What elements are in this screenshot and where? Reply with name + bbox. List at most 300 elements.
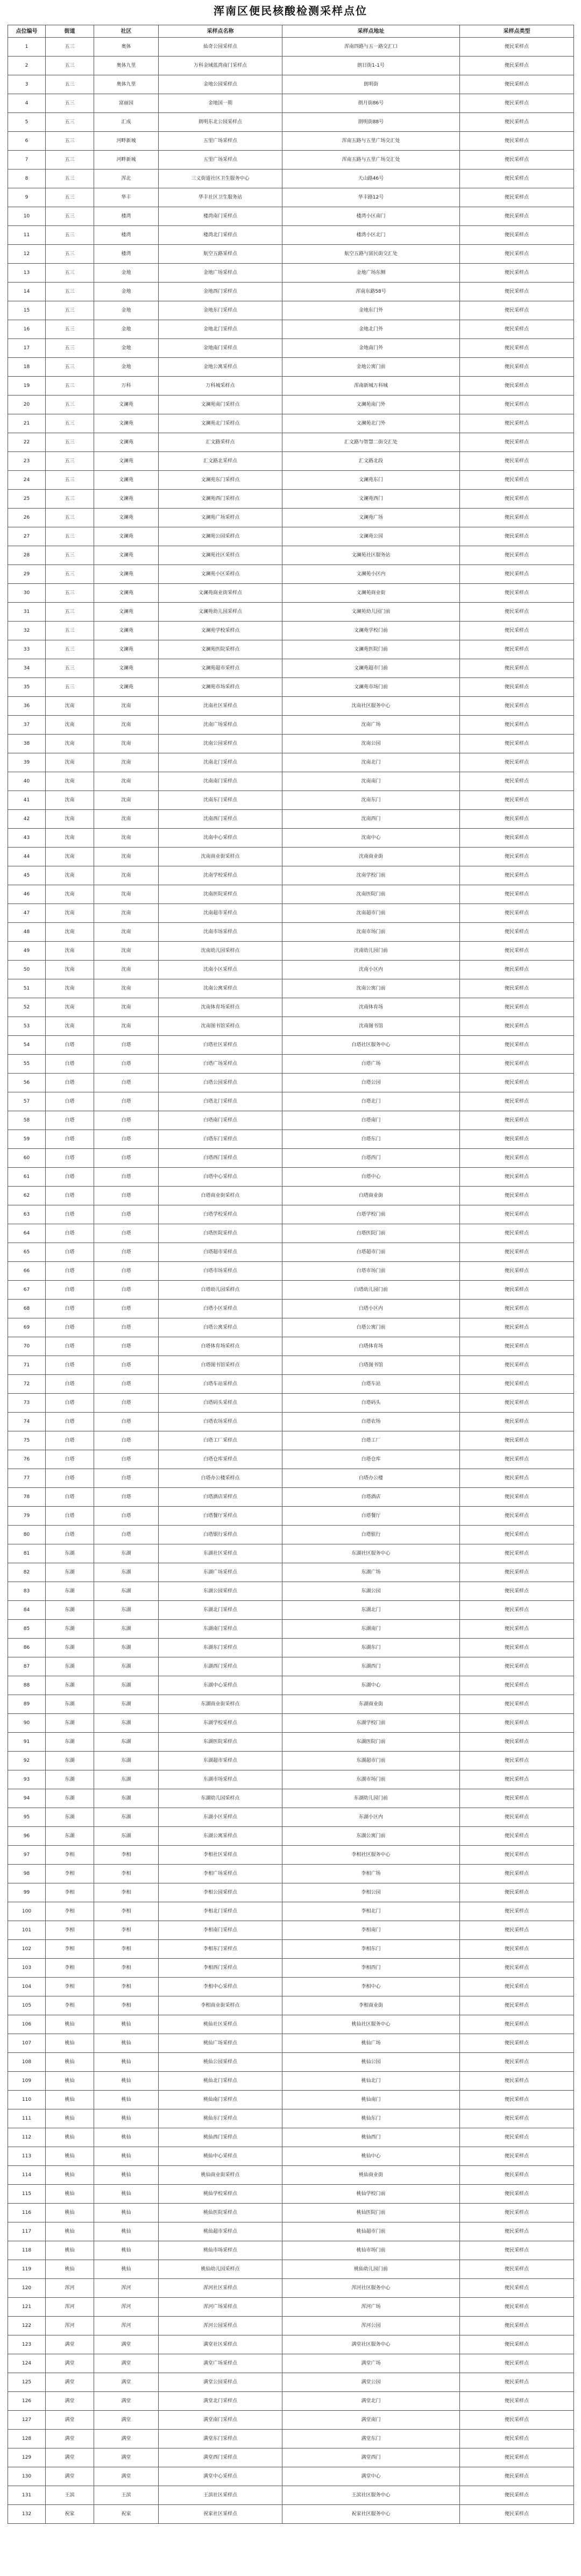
point-type-cell: 便民采样点	[460, 1243, 574, 1262]
point-type-cell: 便民采样点	[460, 57, 574, 75]
community-cell: 桃仙	[94, 2015, 159, 2034]
point-number-cell: 116	[8, 2204, 46, 2222]
point-address-cell: 沈南公园	[282, 735, 460, 753]
point-name-cell: 白塔幼儿园采样点	[159, 1281, 282, 1300]
point-name-cell: 文澜苑西门采样点	[159, 490, 282, 509]
point-type-cell: 便民采样点	[460, 2354, 574, 2373]
community-cell: 白塔	[94, 1074, 159, 1092]
table-row	[8, 1657, 574, 1676]
table-row	[8, 1205, 574, 1224]
point-number-cell: 91	[8, 1733, 46, 1752]
street-cell: 李相	[46, 1978, 94, 1996]
point-name-cell: 金地广场采样点	[159, 264, 282, 283]
street-cell: 沈南	[46, 904, 94, 923]
point-address-cell: 东湖社区服务中心	[282, 1544, 460, 1563]
point-number-cell: 131	[8, 2486, 46, 2505]
table-row	[8, 2166, 574, 2185]
point-type-cell: 便民采样点	[460, 1695, 574, 1714]
street-cell: 白塔	[46, 1300, 94, 1318]
point-address-cell: 满堂北门	[282, 2392, 460, 2411]
point-address-cell: 文澜苑北门外	[282, 414, 460, 433]
street-cell: 五三	[46, 452, 94, 471]
point-name-cell: 祝家社区采样点	[159, 2505, 282, 2524]
table-row	[8, 151, 574, 170]
street-cell: 五三	[46, 264, 94, 283]
street-cell: 东湖	[46, 1733, 94, 1752]
table-header-row	[8, 25, 574, 38]
community-cell: 沈南	[94, 979, 159, 998]
point-address-cell: 浑南四路与五一路交汇口	[282, 38, 460, 57]
point-number-cell: 114	[8, 2166, 46, 2185]
point-type-cell: 便民采样点	[460, 414, 574, 433]
point-type-cell: 便民采样点	[460, 716, 574, 735]
point-type-cell: 便民采样点	[460, 2166, 574, 2185]
table-row	[8, 1469, 574, 1488]
point-type-cell: 便民采样点	[460, 2241, 574, 2260]
street-cell: 五三	[46, 75, 94, 94]
street-cell: 沈南	[46, 866, 94, 885]
point-address-cell: 白塔中心	[282, 1168, 460, 1187]
street-cell: 东湖	[46, 1582, 94, 1601]
point-number-cell: 87	[8, 1657, 46, 1676]
point-type-cell: 便民采样点	[460, 2448, 574, 2467]
point-address-cell: 文澜苑学校门前	[282, 622, 460, 640]
point-address-cell: 白塔图书馆	[282, 1356, 460, 1375]
point-number-cell: 90	[8, 1714, 46, 1733]
point-number-cell: 61	[8, 1168, 46, 1187]
point-name-cell: 文澜苑幼儿园采样点	[159, 603, 282, 622]
community-cell: 满堂	[94, 2430, 159, 2448]
point-name-cell: 白塔农场采样点	[159, 1413, 282, 1431]
community-cell: 沈南	[94, 716, 159, 735]
point-type-cell: 便民采样点	[460, 640, 574, 659]
community-cell: 李相	[94, 1846, 159, 1865]
street-cell: 桃仙	[46, 2241, 94, 2260]
table-row	[8, 1752, 574, 1770]
point-address-cell: 东湖医院门前	[282, 1733, 460, 1752]
point-type-cell: 便民采样点	[460, 94, 574, 113]
point-address-cell: 浑河广场	[282, 2298, 460, 2317]
point-name-cell: 文澜苑公园采样点	[159, 527, 282, 546]
point-number-cell: 113	[8, 2147, 46, 2166]
point-address-cell: 李相南门	[282, 1921, 460, 1940]
table-row	[8, 998, 574, 1017]
point-number-cell: 67	[8, 1281, 46, 1300]
point-type-cell: 便民采样点	[460, 2185, 574, 2204]
point-name-cell: 桃仙北门采样点	[159, 2072, 282, 2091]
table-row	[8, 1902, 574, 1921]
street-cell: 白塔	[46, 1036, 94, 1055]
point-type-cell: 便民采样点	[460, 1752, 574, 1770]
point-type-cell: 便民采样点	[460, 1055, 574, 1074]
street-cell: 白塔	[46, 1243, 94, 1262]
point-type-cell: 便民采样点	[460, 1450, 574, 1469]
point-name-cell: 桃仙公园采样点	[159, 2053, 282, 2072]
table-row	[8, 2015, 574, 2034]
community-cell: 文澜苑	[94, 678, 159, 697]
point-address-cell: 金地东门外	[282, 301, 460, 320]
point-type-cell: 便民采样点	[460, 1507, 574, 1526]
point-name-cell: 东湖幼儿园采样点	[159, 1789, 282, 1808]
point-name-cell: 桃仙医院采样点	[159, 2204, 282, 2222]
street-cell: 五三	[46, 283, 94, 301]
point-address-cell: 沈南学校门前	[282, 866, 460, 885]
community-cell: 楼湾	[94, 226, 159, 245]
street-cell: 白塔	[46, 1488, 94, 1507]
community-cell: 楼湾	[94, 245, 159, 264]
table-row	[8, 1187, 574, 1205]
street-cell: 五三	[46, 170, 94, 188]
point-address-cell: 文澜苑小区内	[282, 565, 460, 584]
community-cell: 东湖	[94, 1544, 159, 1563]
point-address-cell: 沈南公寓门前	[282, 979, 460, 998]
street-cell: 李相	[46, 1846, 94, 1865]
point-type-cell: 便民采样点	[460, 1036, 574, 1055]
table-row	[8, 603, 574, 622]
community-cell: 桃仙	[94, 2166, 159, 2185]
point-name-cell: 东湖公园采样点	[159, 1582, 282, 1601]
point-number-cell: 104	[8, 1978, 46, 1996]
point-name-cell: 金地公寓采样点	[159, 358, 282, 377]
point-number-cell: 72	[8, 1375, 46, 1394]
community-cell: 白塔	[94, 1036, 159, 1055]
point-number-cell: 54	[8, 1036, 46, 1055]
table-row	[8, 1846, 574, 1865]
point-type-cell: 便民采样点	[460, 1149, 574, 1168]
header-point-number: 点位编号	[8, 25, 46, 38]
table-row	[8, 1601, 574, 1620]
point-type-cell: 便民采样点	[460, 2298, 574, 2317]
table-row	[8, 697, 574, 716]
table-row	[8, 1092, 574, 1111]
point-name-cell: 李相中心采样点	[159, 1978, 282, 1996]
community-cell: 文澜苑	[94, 509, 159, 527]
street-cell: 沈南	[46, 923, 94, 942]
point-type-cell: 便民采样点	[460, 1262, 574, 1281]
table-row	[8, 2467, 574, 2486]
point-address-cell: 满堂中心	[282, 2467, 460, 2486]
point-type-cell: 便民采样点	[460, 358, 574, 377]
point-address-cell: 满堂东门	[282, 2430, 460, 2448]
community-cell: 白塔	[94, 1526, 159, 1544]
point-type-cell: 便民采样点	[460, 1205, 574, 1224]
point-name-cell: 桃仙社区采样点	[159, 2015, 282, 2034]
point-type-cell: 便民采样点	[460, 2147, 574, 2166]
point-number-cell: 86	[8, 1639, 46, 1657]
point-number-cell: 13	[8, 264, 46, 283]
table-row	[8, 1130, 574, 1149]
point-name-cell: 满堂公园采样点	[159, 2373, 282, 2392]
community-cell: 白塔	[94, 1149, 159, 1168]
point-number-cell: 2	[8, 57, 46, 75]
point-type-cell: 便民采样点	[460, 678, 574, 697]
table-row	[8, 1827, 574, 1846]
point-address-cell: 白塔公寓门前	[282, 1318, 460, 1337]
point-name-cell: 东湖广场采样点	[159, 1563, 282, 1582]
street-cell: 沈南	[46, 998, 94, 1017]
point-type-cell: 便民采样点	[460, 1356, 574, 1375]
point-number-cell: 34	[8, 659, 46, 678]
street-cell: 五三	[46, 151, 94, 170]
table-row	[8, 396, 574, 414]
point-address-cell: 白塔幼儿园门前	[282, 1281, 460, 1300]
point-name-cell: 白塔公园采样点	[159, 1074, 282, 1092]
table-row	[8, 1507, 574, 1526]
street-cell: 李相	[46, 1902, 94, 1921]
point-address-cell: 文澜苑公园	[282, 527, 460, 546]
community-cell: 白塔	[94, 1224, 159, 1243]
point-address-cell: 东湖公园	[282, 1582, 460, 1601]
community-cell: 桃仙	[94, 2222, 159, 2241]
point-number-cell: 100	[8, 1902, 46, 1921]
point-name-cell: 文澜苑南门采样点	[159, 396, 282, 414]
table-row	[8, 75, 574, 94]
header-community: 社区	[94, 25, 159, 38]
point-address-cell: 桃仙广场	[282, 2034, 460, 2053]
point-name-cell: 华丰社区卫生服务站	[159, 188, 282, 207]
street-cell: 五三	[46, 57, 94, 75]
table-row	[8, 772, 574, 791]
point-type-cell: 便民采样点	[460, 151, 574, 170]
community-cell: 沈南	[94, 942, 159, 961]
community-cell: 李相	[94, 1883, 159, 1902]
point-type-cell: 便民采样点	[460, 509, 574, 527]
community-cell: 金地	[94, 320, 159, 339]
street-cell: 桃仙	[46, 2222, 94, 2241]
table-row	[8, 678, 574, 697]
point-name-cell: 东湖学校采样点	[159, 1714, 282, 1733]
community-cell: 白塔	[94, 1092, 159, 1111]
street-cell: 桃仙	[46, 2109, 94, 2128]
table-row	[8, 433, 574, 452]
table-row	[8, 2185, 574, 2204]
point-number-cell: 124	[8, 2354, 46, 2373]
point-number-cell: 95	[8, 1808, 46, 1827]
point-name-cell: 桃仙东门采样点	[159, 2109, 282, 2128]
point-address-cell: 桃仙商业街	[282, 2166, 460, 2185]
point-number-cell: 125	[8, 2373, 46, 2392]
point-type-cell: 便民采样点	[460, 1883, 574, 1902]
point-name-cell: 文澜苑学校采样点	[159, 622, 282, 640]
point-number-cell: 29	[8, 565, 46, 584]
community-cell: 白塔	[94, 1394, 159, 1413]
point-type-cell: 便民采样点	[460, 2072, 574, 2091]
street-cell: 白塔	[46, 1394, 94, 1413]
point-type-cell: 便民采样点	[460, 1544, 574, 1563]
point-number-cell: 109	[8, 2072, 46, 2091]
point-number-cell: 30	[8, 584, 46, 603]
point-type-cell: 便民采样点	[460, 1337, 574, 1356]
point-type-cell: 便民采样点	[460, 433, 574, 452]
point-address-cell: 桃仙中心	[282, 2147, 460, 2166]
point-number-cell: 117	[8, 2222, 46, 2241]
point-number-cell: 85	[8, 1620, 46, 1639]
community-cell: 浑河	[94, 2298, 159, 2317]
table-row	[8, 452, 574, 471]
point-type-cell: 便民采样点	[460, 1563, 574, 1582]
point-number-cell: 74	[8, 1413, 46, 1431]
point-address-cell: 东湖广场	[282, 1563, 460, 1582]
point-type-cell: 便民采样点	[460, 132, 574, 151]
street-cell: 五三	[46, 678, 94, 697]
point-type-cell: 便民采样点	[460, 245, 574, 264]
point-address-cell: 白塔小区内	[282, 1300, 460, 1318]
point-type-cell: 便民采样点	[460, 1714, 574, 1733]
point-number-cell: 50	[8, 961, 46, 979]
street-cell: 桃仙	[46, 2053, 94, 2072]
community-cell: 桃仙	[94, 2204, 159, 2222]
point-number-cell: 69	[8, 1318, 46, 1337]
point-name-cell: 金地西门采样点	[159, 283, 282, 301]
point-name-cell: 沈南学校采样点	[159, 866, 282, 885]
street-cell: 白塔	[46, 1205, 94, 1224]
point-address-cell: 沈南社区服务中心	[282, 697, 460, 716]
table-row	[8, 2241, 574, 2260]
point-address-cell: 白塔商业街	[282, 1187, 460, 1205]
street-cell: 沈南	[46, 961, 94, 979]
point-number-cell: 42	[8, 810, 46, 829]
point-type-cell: 便民采样点	[460, 1959, 574, 1978]
table-row	[8, 2091, 574, 2109]
point-type-cell: 便民采样点	[460, 170, 574, 188]
point-type-cell: 便民采样点	[460, 1676, 574, 1695]
point-number-cell: 25	[8, 490, 46, 509]
table-row	[8, 1224, 574, 1243]
point-number-cell: 33	[8, 640, 46, 659]
header-point-address: 采样点地址	[282, 25, 460, 38]
point-number-cell: 62	[8, 1187, 46, 1205]
point-address-cell: 满堂南门	[282, 2411, 460, 2430]
community-cell: 河畔新城	[94, 151, 159, 170]
point-address-cell: 白塔农场	[282, 1413, 460, 1431]
point-name-cell: 汇文路采样点	[159, 433, 282, 452]
street-cell: 白塔	[46, 1431, 94, 1450]
point-type-cell: 便民采样点	[460, 2015, 574, 2034]
community-cell: 文澜苑	[94, 490, 159, 509]
point-name-cell: 文澜苑商业街采样点	[159, 584, 282, 603]
point-number-cell: 121	[8, 2298, 46, 2317]
point-type-cell: 便民采样点	[460, 1431, 574, 1450]
point-address-cell: 浑南五路与五里广场交汇处	[282, 151, 460, 170]
point-type-cell: 便民采样点	[460, 2053, 574, 2072]
point-address-cell: 浑南五路与五里广场交汇处	[282, 132, 460, 151]
street-cell: 白塔	[46, 1507, 94, 1526]
community-cell: 文澜苑	[94, 565, 159, 584]
point-type-cell: 便民采样点	[460, 75, 574, 94]
point-address-cell: 文澜苑广场	[282, 509, 460, 527]
community-cell: 沈南	[94, 885, 159, 904]
point-number-cell: 129	[8, 2448, 46, 2467]
street-cell: 白塔	[46, 1375, 94, 1394]
point-number-cell: 64	[8, 1224, 46, 1243]
point-type-cell: 便民采样点	[460, 2486, 574, 2505]
street-cell: 东湖	[46, 1789, 94, 1808]
point-name-cell: 文澜苑广场采样点	[159, 509, 282, 527]
point-number-cell: 66	[8, 1262, 46, 1281]
point-number-cell: 130	[8, 2467, 46, 2486]
point-number-cell: 127	[8, 2411, 46, 2430]
point-number-cell: 56	[8, 1074, 46, 1092]
table-row	[8, 2204, 574, 2222]
community-cell: 文澜苑	[94, 603, 159, 622]
point-number-cell: 60	[8, 1149, 46, 1168]
table-row	[8, 1262, 574, 1281]
table-row	[8, 38, 574, 57]
street-cell: 东湖	[46, 1827, 94, 1846]
point-name-cell: 文澜苑北门采样点	[159, 414, 282, 433]
point-type-cell: 便民采样点	[460, 1601, 574, 1620]
community-cell: 沈南	[94, 923, 159, 942]
point-type-cell: 便民采样点	[460, 1224, 574, 1243]
point-name-cell: 东湖北门采样点	[159, 1601, 282, 1620]
point-type-cell: 便民采样点	[460, 1017, 574, 1036]
table-row	[8, 1431, 574, 1450]
point-name-cell: 楼湾北门采样点	[159, 226, 282, 245]
street-cell: 五三	[46, 603, 94, 622]
point-type-cell: 便民采样点	[460, 1978, 574, 1996]
point-address-cell: 沈南医院门前	[282, 885, 460, 904]
street-cell: 李相	[46, 1940, 94, 1959]
table-row	[8, 753, 574, 772]
street-cell: 满堂	[46, 2392, 94, 2411]
point-type-cell: 便民采样点	[460, 1526, 574, 1544]
point-address-cell: 文澜苑西门	[282, 490, 460, 509]
point-number-cell: 49	[8, 942, 46, 961]
community-cell: 沈南	[94, 772, 159, 791]
street-cell: 五三	[46, 113, 94, 132]
point-type-cell: 便民采样点	[460, 452, 574, 471]
community-cell: 白塔	[94, 1281, 159, 1300]
point-address-cell: 沈南市场门前	[282, 923, 460, 942]
point-address-cell: 文澜苑市场门前	[282, 678, 460, 697]
street-cell: 浑河	[46, 2317, 94, 2335]
point-address-cell: 白塔东门	[282, 1130, 460, 1149]
table-row	[8, 1921, 574, 1940]
point-type-cell: 便民采样点	[460, 1111, 574, 1130]
point-address-cell: 白塔银行	[282, 1526, 460, 1544]
point-type-cell: 便民采样点	[460, 377, 574, 396]
point-number-cell: 53	[8, 1017, 46, 1036]
point-address-cell: 白塔北门	[282, 1092, 460, 1111]
street-cell: 李相	[46, 1959, 94, 1978]
point-type-cell: 便民采样点	[460, 1375, 574, 1394]
point-number-cell: 46	[8, 885, 46, 904]
point-name-cell: 李相西门采样点	[159, 1959, 282, 1978]
point-number-cell: 107	[8, 2034, 46, 2053]
community-cell: 金地	[94, 264, 159, 283]
point-name-cell: 白塔医院采样点	[159, 1224, 282, 1243]
table-row	[8, 979, 574, 998]
community-cell: 白塔	[94, 1055, 159, 1074]
point-number-cell: 40	[8, 772, 46, 791]
table-row	[8, 848, 574, 866]
point-address-cell: 桃仙超市门前	[282, 2222, 460, 2241]
sampling-points-table	[8, 25, 574, 2524]
point-name-cell: 楼湾南门采样点	[159, 207, 282, 226]
point-name-cell: 白塔市场采样点	[159, 1262, 282, 1281]
point-name-cell: 仙奇公园采样点	[159, 38, 282, 57]
point-address-cell: 李相北门	[282, 1902, 460, 1921]
point-address-cell: 东湖学校门前	[282, 1714, 460, 1733]
point-type-cell: 便民采样点	[460, 1074, 574, 1092]
point-number-cell: 20	[8, 396, 46, 414]
table-row	[8, 961, 574, 979]
point-address-cell: 白塔工厂	[282, 1431, 460, 1450]
point-type-cell: 便民采样点	[460, 2317, 574, 2335]
point-name-cell: 浑河广场采样点	[159, 2298, 282, 2317]
point-address-cell: 满堂公园	[282, 2373, 460, 2392]
table-row	[8, 2109, 574, 2128]
